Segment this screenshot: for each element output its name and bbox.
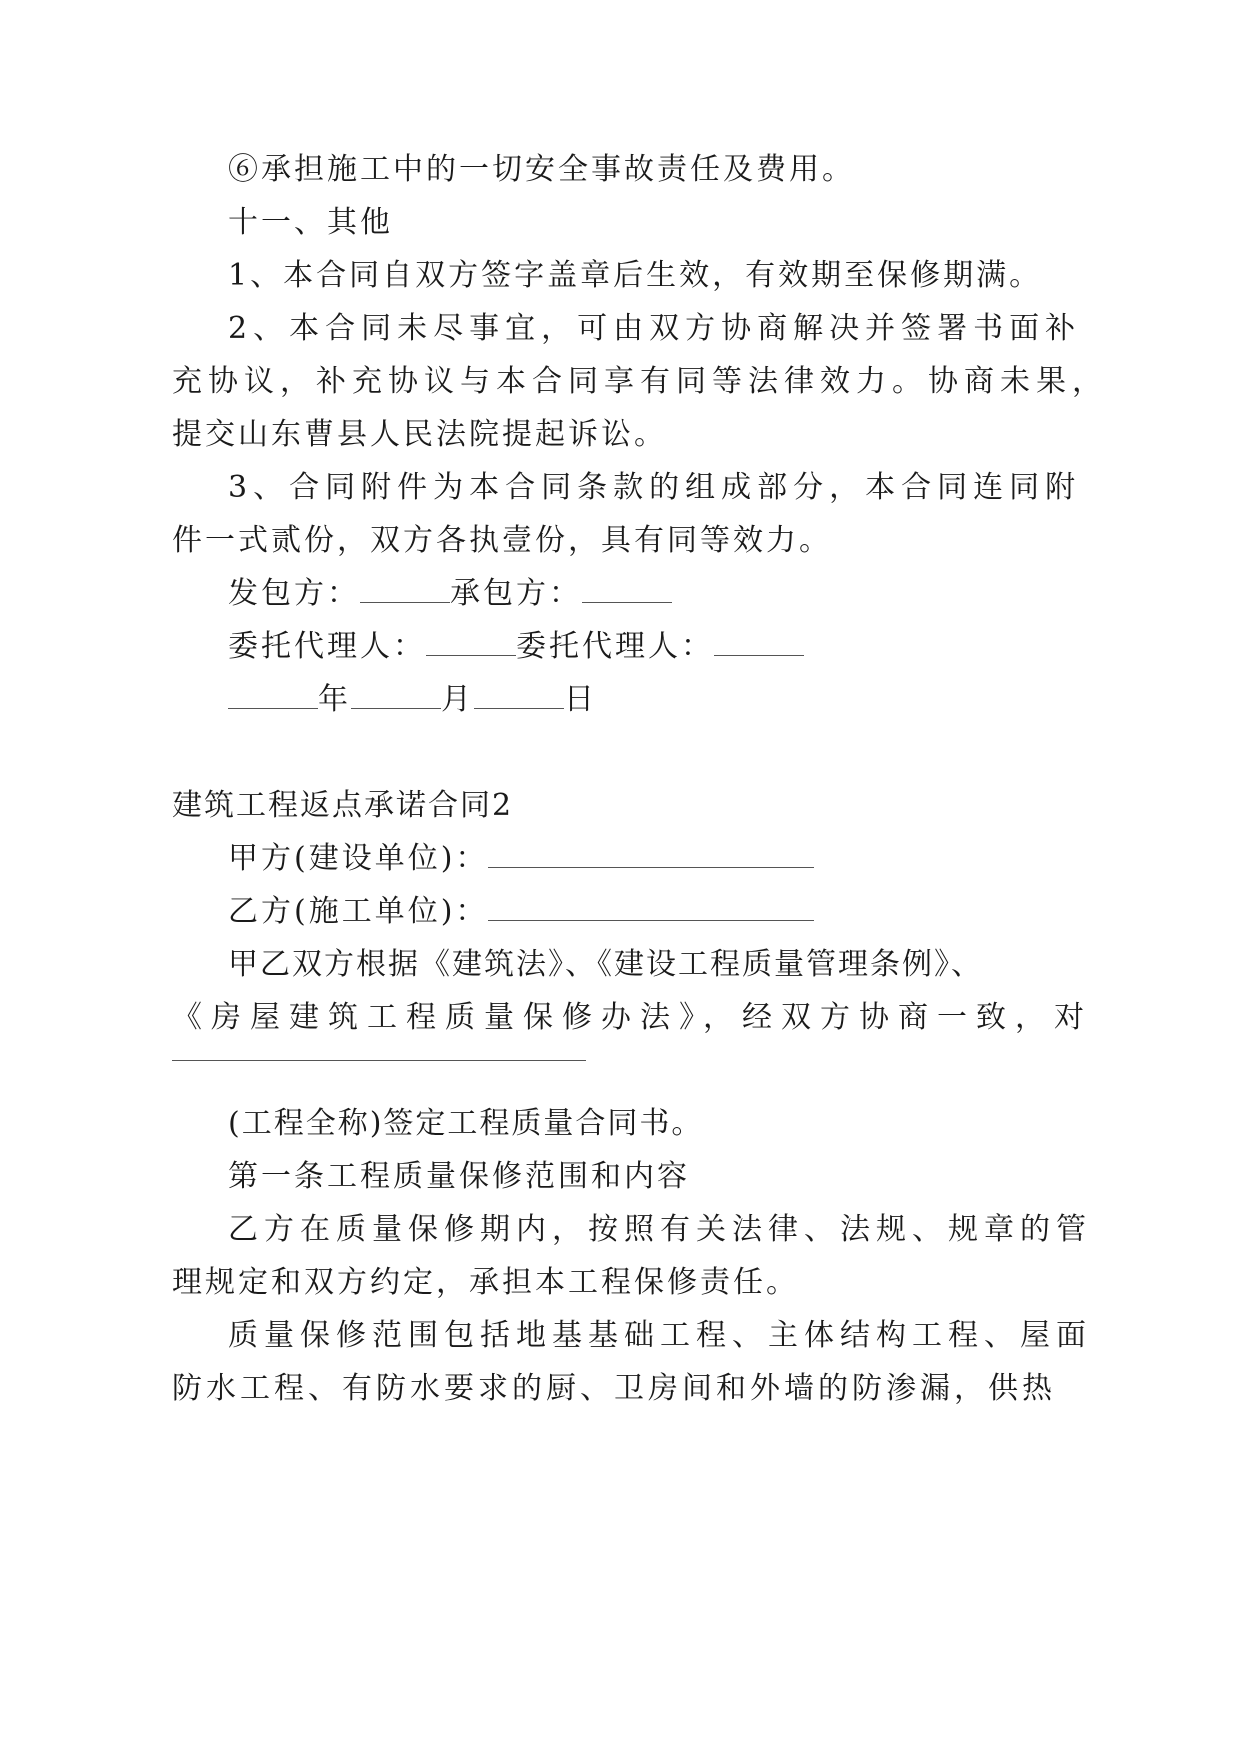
paragraph-line: 充协议，补充协议与本合同享有同等法律效力。协商未果， (172, 364, 1108, 399)
party-b-line (228, 894, 814, 930)
paragraph-line: 理规定和双方约定，承担本工程保修责任。 (172, 1265, 799, 1300)
paragraph-line: 提交山东曹县人民法院提起诉讼。 (172, 417, 667, 452)
day-blank (474, 682, 564, 709)
article-heading: 第一条工程质量保修范围和内容 (228, 1159, 690, 1194)
paragraph-line: 甲乙双方根据《建筑法》、《建设工程质量管理条例》、 (228, 947, 983, 982)
month-blank (351, 682, 441, 709)
party-a-label: 发包方： (228, 576, 360, 611)
agent-b-label: 委托代理人： (516, 629, 714, 664)
party-b-blank (582, 576, 672, 603)
section-heading: 十一、其他 (228, 205, 393, 240)
paragraph-line: 质量保修范围包括地基基础工程、主体结构工程、屋面 (228, 1318, 1092, 1353)
paragraph-line: 3、合同附件为本合同条款的组成部分，本合同连同附 (228, 470, 1082, 505)
party-a-unit-label: 甲方(建设单位)： (228, 841, 489, 876)
paragraph-line: 《房屋建筑工程质量保修办法》，经双方协商一致，对 (172, 1000, 1093, 1035)
signature-line-parties (228, 576, 672, 612)
paragraph-line: 乙方在质量保修期内，按照有关法律、法规、规章的管 (228, 1212, 1092, 1247)
date-line (228, 682, 597, 718)
paragraph-line: 1、本合同自双方签字盖章后生效，有效期至保修期满。 (228, 258, 1043, 293)
agent-a-blank (426, 629, 516, 656)
project-name-blank (172, 1060, 586, 1061)
paragraph-line: (工程全称)签定工程质量合同书。 (228, 1106, 704, 1141)
party-a-unit-blank (488, 841, 814, 868)
month-label: 月 (441, 682, 474, 717)
paragraph-line: 件一式贰份，双方各执壹份，具有同等效力。 (172, 523, 832, 558)
agent-a-label: 委托代理人： (228, 629, 426, 664)
paragraph-line: 2、本合同未尽事宜，可由双方协商解决并签署书面补 (228, 311, 1082, 346)
party-b-unit-blank (488, 894, 814, 921)
party-a-line (228, 841, 814, 877)
party-b-unit-label: 乙方(施工单位)： (228, 894, 489, 929)
contract-title: 建筑工程返点承诺合同2 (172, 788, 514, 823)
year-label: 年 (318, 682, 351, 717)
agent-b-blank (714, 629, 804, 656)
year-blank (228, 682, 318, 709)
signature-line-agents (228, 629, 804, 665)
paragraph-line: 防水工程、有防水要求的厨、卫房间和外墙的防渗漏，供热 (172, 1371, 1056, 1406)
paragraph-line: ⑥承担施工中的一切安全事故责任及费用。 (228, 152, 855, 187)
party-a-blank (360, 576, 450, 603)
day-label: 日 (564, 682, 597, 717)
party-b-label: 承包方： (450, 576, 582, 611)
